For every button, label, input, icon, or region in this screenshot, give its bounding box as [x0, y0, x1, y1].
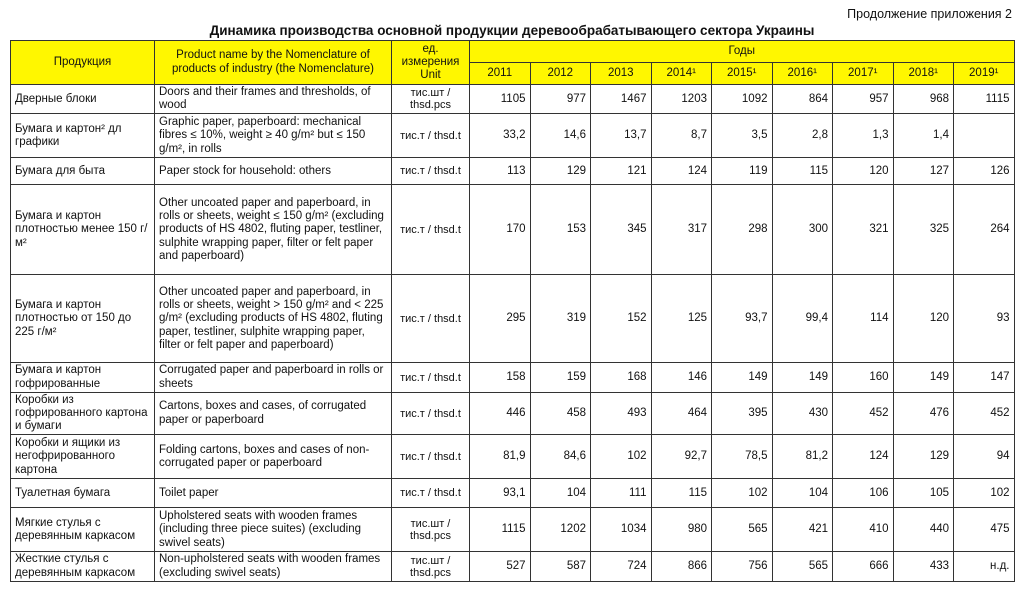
product-cell: Туалетная бумага: [11, 479, 155, 508]
value-cell: 102: [591, 435, 652, 479]
value-cell: 14,6: [530, 114, 591, 158]
product-name-cell: Other uncoated paper and paperboard, in rolls or sheets, weight ≤ 150 g/m² (excluding products of HS 4802, fluting paper, testliner, sulphite wrapping paper, filter or felt paper and paperboard): [155, 185, 392, 275]
value-cell: 957: [833, 85, 894, 114]
value-cell: 864: [772, 85, 833, 114]
value-cell: 565: [772, 552, 833, 581]
value-cell: 476: [893, 392, 954, 435]
value-cell: 325: [893, 185, 954, 275]
header-year: 2017¹: [833, 63, 894, 85]
value-cell: 84,6: [530, 435, 591, 479]
product-cell: Коробки из гофрированного картона и бумаги: [11, 392, 155, 435]
header-year: 2013: [591, 63, 652, 85]
header-unit: ед. измерения Unit: [392, 41, 470, 85]
value-cell: 446: [470, 392, 531, 435]
value-cell: 129: [530, 158, 591, 185]
value-cell: 440: [893, 508, 954, 552]
product-cell: Мягкие стулья с деревянным каркасом: [11, 508, 155, 552]
value-cell: 3,5: [712, 114, 773, 158]
value-cell: 114: [833, 275, 894, 363]
table-row: [11, 435, 1015, 479]
value-cell: 105: [893, 479, 954, 508]
product-name-cell: Cartons, boxes and cases, of corrugated paper or paperboard: [155, 392, 392, 435]
unit-cell: тис.т / thsd.t: [392, 363, 470, 392]
unit-cell: тис.шт / thsd.pcs: [392, 85, 470, 114]
table-row: [11, 85, 1015, 114]
product-name-cell: Doors and their frames and thresholds, of wood: [155, 85, 392, 114]
value-cell: 345: [591, 185, 652, 275]
table-body: [11, 85, 1015, 582]
unit-cell: тис.шт / thsd.pcs: [392, 552, 470, 581]
value-cell: 433: [893, 552, 954, 581]
value-cell: 152: [591, 275, 652, 363]
value-cell: 1,3: [833, 114, 894, 158]
unit-cell: тис.т / thsd.t: [392, 185, 470, 275]
product-cell: Бумага и картон плотностью от 150 до 225 г/м²: [11, 275, 155, 363]
unit-cell: тис.шт / thsd.pcs: [392, 508, 470, 552]
value-cell: 527: [470, 552, 531, 581]
value-cell: [954, 114, 1015, 158]
value-cell: 298: [712, 185, 773, 275]
value-cell: 264: [954, 185, 1015, 275]
table-row: [11, 392, 1015, 435]
value-cell: 104: [772, 479, 833, 508]
product-cell: Бумага и картон плотностью менее 150 г/м²: [11, 185, 155, 275]
value-cell: 410: [833, 508, 894, 552]
value-cell: 158: [470, 363, 531, 392]
header-year: 2018¹: [893, 63, 954, 85]
value-cell: 724: [591, 552, 652, 581]
value-cell: 421: [772, 508, 833, 552]
value-cell: 147: [954, 363, 1015, 392]
header-product: Продукция: [11, 41, 155, 85]
value-cell: 111: [591, 479, 652, 508]
table-row: [11, 114, 1015, 158]
value-cell: 33,2: [470, 114, 531, 158]
unit-cell: тис.т / thsd.t: [392, 114, 470, 158]
value-cell: 475: [954, 508, 1015, 552]
header-years-label: Годы: [470, 41, 1015, 63]
product-name-cell: Toilet paper: [155, 479, 392, 508]
value-cell: 93,7: [712, 275, 773, 363]
unit-cell: тис.т / thsd.t: [392, 158, 470, 185]
value-cell: 153: [530, 185, 591, 275]
value-cell: 295: [470, 275, 531, 363]
appendix-note: Продолжение приложения 2: [847, 7, 1012, 21]
value-cell: 1115: [954, 85, 1015, 114]
value-cell: 458: [530, 392, 591, 435]
header-name: Product name by the Nomenclature of products of industry (the Nomenclature): [155, 41, 392, 85]
product-name-cell: Paper stock for household: others: [155, 158, 392, 185]
table-row: [11, 363, 1015, 392]
header-year: 2012: [530, 63, 591, 85]
value-cell: 493: [591, 392, 652, 435]
header-year: 2014¹: [651, 63, 712, 85]
header-year: 2019¹: [954, 63, 1015, 85]
value-cell: 121: [591, 158, 652, 185]
value-cell: 565: [712, 508, 773, 552]
value-cell: 452: [833, 392, 894, 435]
value-cell: 317: [651, 185, 712, 275]
value-cell: 13,7: [591, 114, 652, 158]
product-cell: Бумага и картон гофрированные: [11, 363, 155, 392]
page-title: Динамика производства основной продукции деревообрабатывающего сектора Украины: [209, 23, 815, 38]
product-name-cell: Other uncoated paper and paperboard, in rolls or sheets, weight > 150 g/m² and < 225 g/m² (excluding products of HS 4802, fluting paper, testliner, sulphite wrapping paper, filter or felt paper and paperboard): [155, 275, 392, 363]
value-cell: 300: [772, 185, 833, 275]
value-cell: 120: [833, 158, 894, 185]
product-cell: Коробки и ящики из негофрированного картона: [11, 435, 155, 479]
value-cell: 106: [833, 479, 894, 508]
value-cell: 666: [833, 552, 894, 581]
value-cell: 968: [893, 85, 954, 114]
value-cell: 149: [893, 363, 954, 392]
value-cell: 115: [772, 158, 833, 185]
header-year: 2011: [470, 63, 531, 85]
value-cell: 125: [651, 275, 712, 363]
value-cell: 1202: [530, 508, 591, 552]
value-cell: 170: [470, 185, 531, 275]
product-cell: Дверные блоки: [11, 85, 155, 114]
value-cell: 319: [530, 275, 591, 363]
value-cell: 1467: [591, 85, 652, 114]
value-cell: 93: [954, 275, 1015, 363]
value-cell: 1203: [651, 85, 712, 114]
value-cell: 99,4: [772, 275, 833, 363]
value-cell: 1092: [712, 85, 773, 114]
value-cell: 102: [712, 479, 773, 508]
value-cell: 159: [530, 363, 591, 392]
value-cell: 168: [591, 363, 652, 392]
value-cell: 980: [651, 508, 712, 552]
product-name-cell: Non-upholstered seats with wooden frames (excluding swivel seats): [155, 552, 392, 581]
product-name-cell: Folding cartons, boxes and cases of non-corrugated paper or paperboard: [155, 435, 392, 479]
value-cell: 395: [712, 392, 773, 435]
value-cell: 160: [833, 363, 894, 392]
value-cell: 81,9: [470, 435, 531, 479]
value-cell: 81,2: [772, 435, 833, 479]
value-cell: 126: [954, 158, 1015, 185]
table-row: [11, 552, 1015, 581]
value-cell: 113: [470, 158, 531, 185]
value-cell: 149: [772, 363, 833, 392]
value-cell: 464: [651, 392, 712, 435]
value-cell: 78,5: [712, 435, 773, 479]
value-cell: 430: [772, 392, 833, 435]
value-cell: 127: [893, 158, 954, 185]
unit-cell: тис.т / thsd.t: [392, 435, 470, 479]
unit-cell: тис.т / thsd.t: [392, 275, 470, 363]
table-row: [11, 185, 1015, 275]
value-cell: 321: [833, 185, 894, 275]
value-cell: 452: [954, 392, 1015, 435]
value-cell: 104: [530, 479, 591, 508]
product-name-cell: Corrugated paper and paperboard in rolls or sheets: [155, 363, 392, 392]
product-name-cell: Graphic paper, paperboard: mechanical fibres ≤ 10%, weight ≥ 40 g/m² but ≤ 150 g/m², in rolls: [155, 114, 392, 158]
value-cell: 1034: [591, 508, 652, 552]
value-cell: 1115: [470, 508, 531, 552]
value-cell: 124: [833, 435, 894, 479]
value-cell: 1,4: [893, 114, 954, 158]
production-table: [10, 40, 1015, 582]
table-row: [11, 479, 1015, 508]
header-year: 2015¹: [712, 63, 773, 85]
value-cell: 866: [651, 552, 712, 581]
value-cell: 756: [712, 552, 773, 581]
value-cell: 93,1: [470, 479, 531, 508]
value-cell: 977: [530, 85, 591, 114]
value-cell: 8,7: [651, 114, 712, 158]
value-cell: 115: [651, 479, 712, 508]
table-row: [11, 275, 1015, 363]
table-row: [11, 508, 1015, 552]
value-cell: 149: [712, 363, 773, 392]
value-cell: 102: [954, 479, 1015, 508]
product-cell: Бумага для быта: [11, 158, 155, 185]
table-row: [11, 158, 1015, 185]
value-cell: 124: [651, 158, 712, 185]
product-name-cell: Upholstered seats with wooden frames (including three piece suites) (excluding swivel seats): [155, 508, 392, 552]
value-cell: 119: [712, 158, 773, 185]
header-year: 2016¹: [772, 63, 833, 85]
value-cell: 129: [893, 435, 954, 479]
value-cell: 146: [651, 363, 712, 392]
value-cell: 120: [893, 275, 954, 363]
unit-cell: тис.т / thsd.t: [392, 479, 470, 508]
value-cell: 2,8: [772, 114, 833, 158]
value-cell: 94: [954, 435, 1015, 479]
unit-cell: тис.т / thsd.t: [392, 392, 470, 435]
product-cell: Жесткие стулья с деревянным каркасом: [11, 552, 155, 581]
value-cell: н.д.: [954, 552, 1015, 581]
value-cell: 587: [530, 552, 591, 581]
value-cell: 92,7: [651, 435, 712, 479]
product-cell: Бумага и картон² дл графики: [11, 114, 155, 158]
value-cell: 1105: [470, 85, 531, 114]
